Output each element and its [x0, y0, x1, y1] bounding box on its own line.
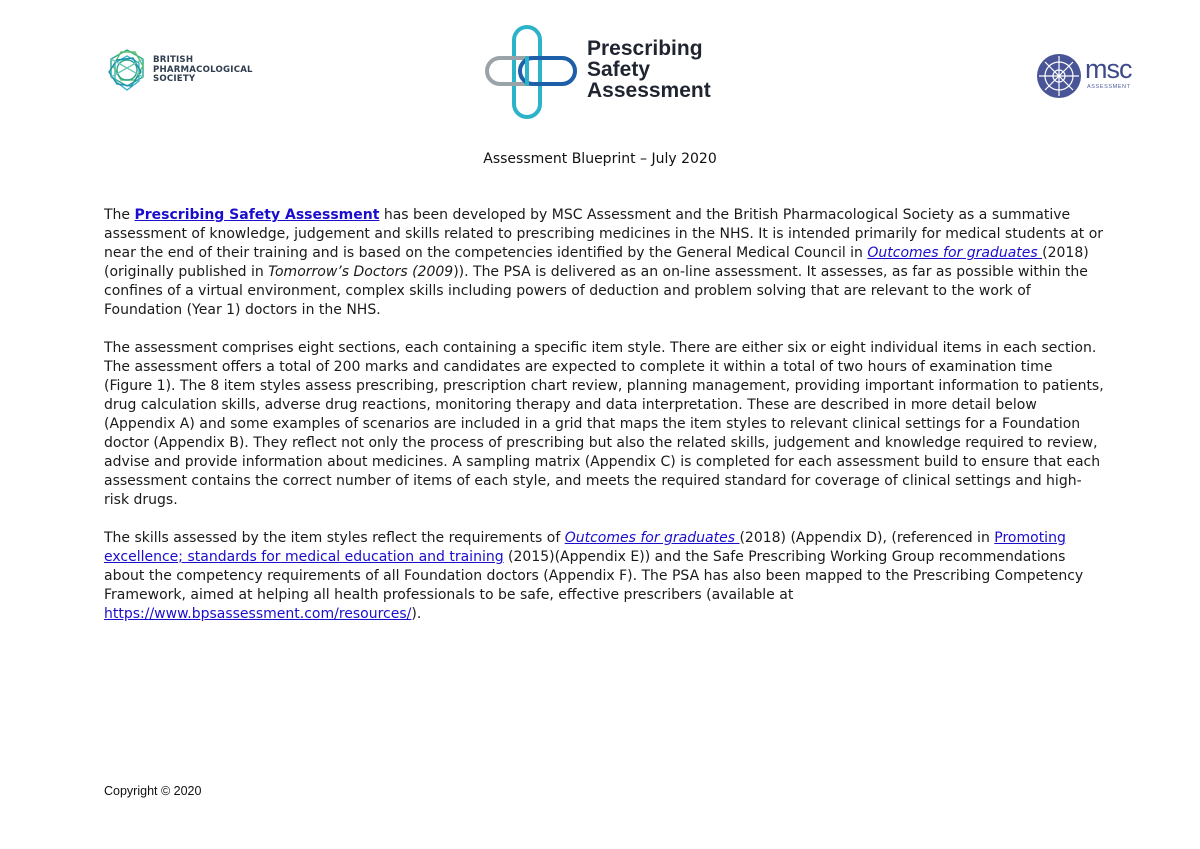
psa-logo	[484, 24, 724, 120]
bps-line3: SOCIETY	[153, 74, 196, 84]
promoting-excellence-link[interactable]: Promoting excellence; standards for medical education and training	[104, 530, 1066, 565]
psa-line3: Assessment	[587, 79, 711, 102]
bps-molecule-icon	[103, 46, 151, 98]
msc-emblem-icon	[1035, 52, 1083, 100]
msc-subtitle: ASSESSMENT	[1087, 84, 1131, 90]
psa-link[interactable]: Prescribing Safety Assessment	[134, 207, 380, 223]
document-title: Assessment Blueprint – July 2020	[483, 151, 717, 167]
msc-logo	[1035, 52, 1145, 102]
psa-wordmark	[587, 38, 711, 101]
skills-text-1: The skills assessed by the item styles reflect the requirements of	[104, 530, 565, 546]
paragraph-skills	[104, 529, 1104, 624]
bps-resources-link[interactable]: https://www.bpsassessment.com/resources/	[104, 606, 412, 622]
skills-text-3: (2015)(Appendix E)) and the Safe Prescribing Working Group recommendations about the competency requirements of all Foundation doctors (Appendix F). The PSA has also been mapped to the Prescribing Competency Framework, aimed at helping all health professionals to be safe, effective prescribers (available at	[104, 549, 1084, 603]
intro-text-1: The	[104, 207, 135, 223]
tomorrows-doctors-title: Tomorrow’s Doctors (2009	[268, 264, 454, 280]
bps-line1: BRITISH	[153, 55, 194, 65]
intro-text-3: (2018) (originally published in	[104, 245, 1089, 280]
intro-text-4: )). The PSA is delivered as an on-line assessment. It assesses, as far as possible within the confines of a virtual environment, complex skills including powers of deduction and problem solving that are relevant to the work of Foundation (Year 1) doctors in the NHS.	[104, 264, 1088, 318]
paragraph-intro	[104, 206, 1104, 320]
bps-logo	[103, 46, 253, 98]
paragraph-structure: The assessment comprises eight sections, each containing a specific item style. There are either six or eight individual items in each section. The assessment offers a total of 200 marks and candidates are expected to complete it within a total of two hours of examination time (Figure 1). The 8 item styles assess prescribing, prescription chart review, planning management, providing important information to patients, drug calculation skills, adverse drug reactions, monitoring therapy and data interpretation. These are described in more detail below (Appendix A) and some examples of scenarios are included in a grid that maps the item styles to relevant clinical settings for a Foundation doctor (Appendix B). They reflect not only the process of prescribing but also the related skills, judgement and knowledge required to review, advise and provide information about medicines. A sampling matrix (Appendix C) is completed for each assessment build to ensure that each assessment contains the correct number of items of each style, and meets the required standard for coverage of clinical settings and high-risk drugs.	[104, 340, 1104, 508]
intro-text-2: has been developed by MSC Assessment and the British Pharmacological Society as a summative assessment of knowledge, judgement and skills related to prescribing medicines in the NHS. It is intended primarily for medical students at or near the end of their training and is based on the competencies identified by the General Medical Council in	[104, 207, 1104, 261]
psa-line1: Prescribing	[587, 37, 703, 60]
copyright-notice: Copyright © 2020	[104, 784, 202, 798]
psa-capsule-icon	[484, 24, 582, 120]
document-body	[104, 206, 1104, 643]
skills-text-4: ).	[411, 606, 422, 622]
psa-line2: Safety	[587, 58, 651, 81]
msc-wordmark: msc	[1085, 54, 1132, 84]
skills-text-2: (2018) (Appendix D), (referenced in	[739, 530, 995, 546]
outcomes-for-graduates-link-2[interactable]: Outcomes for graduates	[564, 530, 740, 546]
bps-line2: PHARMACOLOGICAL	[153, 64, 253, 75]
outcomes-for-graduates-link[interactable]: Outcomes for graduates	[867, 245, 1043, 261]
bps-wordmark	[153, 56, 253, 85]
